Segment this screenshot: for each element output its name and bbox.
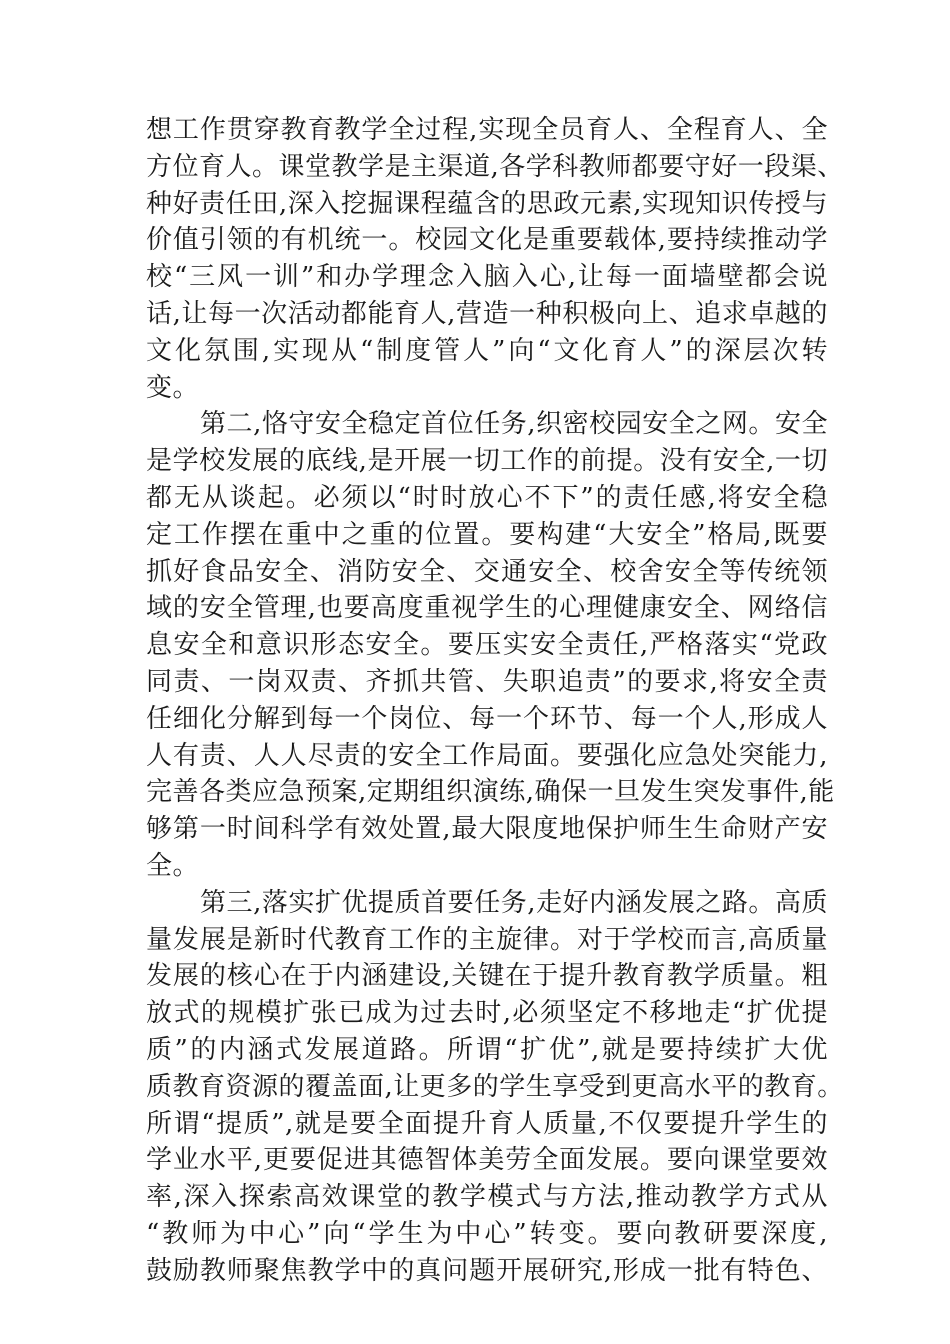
text-line: 鼓励教师聚焦教学中的真问题开展研究,形成一批有特色、 <box>146 1255 828 1286</box>
text-line: 域的安全管理,也要高度重视学生的心理健康安全、网络信 <box>146 593 828 624</box>
text-line: 质”的内涵式发展道路。所谓“扩优”,就是要持续扩大优 <box>146 1034 828 1065</box>
text-line: 第二,恪守安全稳定首位任务,织密校园安全之网。安全 <box>200 409 828 440</box>
text-line: 息安全和意识形态安全。要压实安全责任,严格落实“党政 <box>146 630 828 661</box>
text-line: 任细化分解到每一个岗位、每一个环节、每一个人,形成人 <box>146 703 828 734</box>
text-line: 放式的规模扩张已成为过去时,必须坚定不移地走“扩优提 <box>146 998 828 1029</box>
text-line: 完善各类应急预案,定期组织演练,确保一旦发生突发事件,能 <box>146 777 835 808</box>
text-line: 方位育人。课堂教学是主渠道,各学科教师都要守好一段渠、 <box>146 151 844 182</box>
body-text <box>146 112 844 1290</box>
text-line: 都无从谈起。必须以“时时放心不下”的责任感,将安全稳 <box>146 482 828 513</box>
text-line: 文化氛围,实现从“制度管人”向“文化育人”的深层次转 <box>146 335 828 366</box>
text-line: 第三,落实扩优提质首要任务,走好内涵发展之路。高质 <box>200 887 828 918</box>
text-line: 同责、一岗双责、齐抓共管、失职追责”的要求,将安全责 <box>146 666 828 697</box>
text-line: 发展的核心在于内涵建设,关键在于提升教育教学质量。粗 <box>146 961 828 992</box>
text-line: 量发展是新时代教育工作的主旋律。对于学校而言,高质量 <box>146 924 828 955</box>
text-line: 率,深入探索高效课堂的教学模式与方法,推动教学方式从 <box>146 1182 828 1213</box>
text-line: 想工作贯穿教育教学全过程,实现全员育人、全程育人、全 <box>146 115 828 145</box>
text-line: 抓好食品安全、消防安全、交通安全、校舍安全等传统领 <box>146 556 828 587</box>
text-line: 定工作摆在重中之重的位置。要构建“大安全”格局,既要 <box>146 519 828 550</box>
text-line: 所谓“提质”,就是要全面提升育人质量,不仅要提升学生的 <box>146 1108 828 1139</box>
text-line: 人有责、人人尽责的安全工作局面。要强化应急处突能力, <box>146 740 828 771</box>
text-line: 是学校发展的底线,是开展一切工作的前提。没有安全,一切 <box>146 446 828 477</box>
text-line: 学业水平,更要促进其德智体美劳全面发展。要向课堂要效 <box>146 1145 828 1176</box>
text-line: 校“三风一训”和办学理念入脑入心,让每一面墙壁都会说 <box>146 262 828 293</box>
text-line: 全。 <box>146 850 200 881</box>
text-line: 质教育资源的覆盖面,让更多的学生享受到更高水平的教育。 <box>146 1071 844 1102</box>
text-line: 够第一时间科学有效处置,最大限度地保护师生生命财产安 <box>146 814 828 845</box>
text-line: 变。 <box>146 372 200 403</box>
text-line: 价值引领的有机统一。校园文化是重要载体,要持续推动学 <box>146 225 828 256</box>
text-line: “教师为中心”向“学生为中心”转变。要向教研要深度, <box>146 1218 828 1249</box>
text-line: 种好责任田,深入挖掘课程蕴含的思政元素,实现知识传授与 <box>146 188 828 219</box>
text-line: 话,让每一次活动都能育人,营造一种积极向上、追求卓越的 <box>146 298 828 329</box>
